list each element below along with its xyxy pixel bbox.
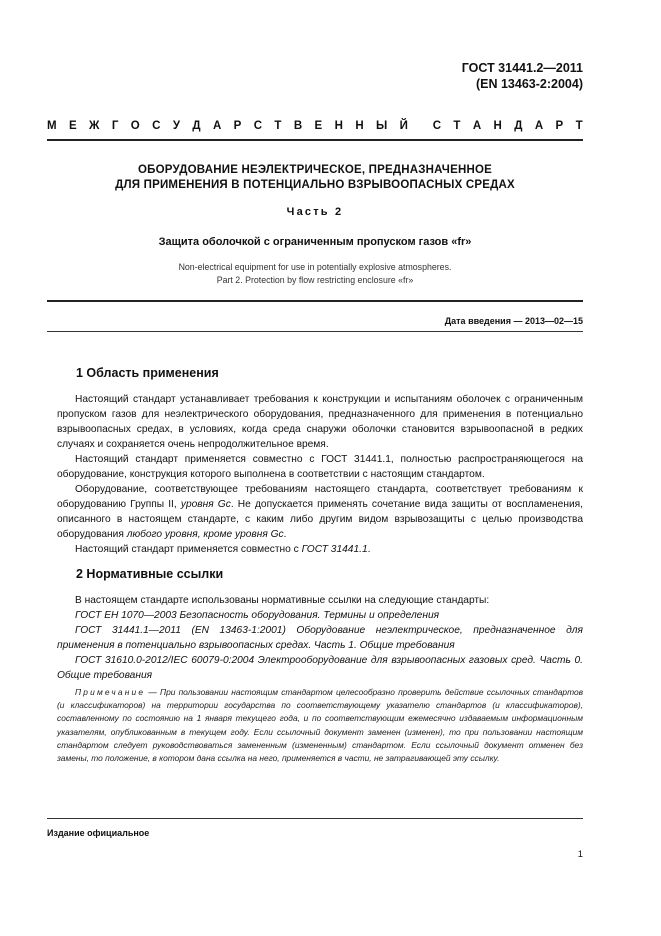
heading-letter: Ы	[376, 120, 388, 132]
english-title-line-2: Part 2. Protection by flow restricting enclosure «fr»	[216, 275, 414, 285]
section-2-body	[57, 593, 583, 683]
heading-letter: А	[534, 120, 544, 132]
gost-number-block	[462, 60, 583, 92]
reference-item: ГОСТ 31610.0-2012/IEC 60079-0:2004 Электрооборудование для взрывоопасных газовых сред. Часть 0. Общие требования	[57, 655, 583, 681]
heading-letter: Г	[111, 120, 119, 132]
section-1-paragraph	[57, 542, 583, 557]
heading-letter: Р	[233, 120, 242, 132]
section-1-paragraph: Настоящий стандарт устанавливает требования к конструкции и испытаниям оболочек с ограниченным пропуском газов для неэлектрического оборудования, предназначенного для применения в потенциально взрывоопасных средах, в условиях, когда среда снаружи оболочки становится взрывоопасной в редких случаях и сохраняется очень непродолжительное время.	[57, 394, 583, 450]
heading-letter: Н	[334, 120, 343, 132]
heading-letter: Т	[274, 120, 282, 132]
heading-letter: Т	[575, 120, 583, 132]
english-title-line-1: Non-electrical equipment for use in potentially explosive atmospheres.	[178, 262, 452, 272]
heading-letter: Т	[453, 120, 461, 132]
reference-item: ГОСТ 31441.1—2011 (EN 13463-1:2001) Оборудование неэлектрическое, предназначенное для применения в потенциально взрывоопасных средах. Часть 1. Общие требования	[57, 625, 583, 651]
heading-letter: Й	[399, 120, 408, 132]
interstate-standard-heading	[47, 120, 583, 132]
note-text: — При пользовании настоящим стандартом целесообразно проверить действие ссылочных стандартов (и классификаторов) на территории государства по соответствующему указателю стандартов (и классификаторов), составленному по состоянию на 1 января текущего года, и по соответствующим ежемесячно издаваемым информационным указателям, опубликованным в текущем году. Если ссылочный документ заменен (изменен), то при пользовании настоящим стандартом следует руководствоваться замененным (измененным) стандартом. Если ссылочный документ отменен без замены, то положение, в котором дана ссылка на него, применяется в части, не затрагивающей эту ссылку.	[57, 687, 583, 764]
text-run: .	[367, 544, 371, 555]
text-run: . Не допускается применять сочетание вида защиты от воспламенения, описанного в настоящем стандарте, с каким либо другим видом взрывозащиты с целью производства оборудования	[57, 499, 584, 540]
heading-letter: С	[253, 120, 263, 132]
references-intro: В настоящем стандарте использованы нормативные ссылки на следующие стандарты:	[75, 595, 490, 606]
section-1-heading: 1 Область применения	[76, 366, 219, 380]
introduction-date: Дата введения — 2013—02—15	[444, 316, 583, 326]
header-divider	[47, 139, 583, 141]
page-number: 1	[577, 849, 583, 860]
heading-letter: А	[472, 120, 482, 132]
heading-letter: Д	[514, 120, 523, 132]
heading-letter: А	[212, 120, 222, 132]
title-line-1: ОБОРУДОВАНИЕ НЕЭЛЕКТРИЧЕСКОЕ, ПРЕДНАЗНАЧЕННОЕ	[138, 164, 492, 176]
gost-number: ГОСТ 31441.2—2011	[461, 61, 583, 75]
heading-letter: О	[130, 120, 140, 132]
note-label: Примечание	[75, 687, 146, 697]
note-block	[57, 686, 583, 765]
text-run-italic: любого уровня, кроме уровня Gc	[126, 529, 284, 540]
text-run: .	[283, 529, 287, 540]
heading-letter: Д	[192, 120, 201, 132]
heading-letter: Р	[555, 120, 564, 132]
section-1-paragraph: Настоящий стандарт применяется совместно с ГОСТ 31441.1, полностью распространяющегося на оборудование, конструкция которого выполнена в соответствии с настоящим стандартом.	[57, 454, 583, 480]
heading-letter: Ж	[89, 120, 100, 132]
heading-letter: Е	[314, 120, 323, 132]
text-run-italic: уровня Gc	[180, 499, 231, 510]
section-1-paragraph	[57, 482, 583, 542]
heading-letter: У	[172, 120, 180, 132]
heading-letter: В	[293, 120, 303, 132]
heading-letter: М	[47, 120, 57, 132]
section-1-body	[57, 392, 583, 557]
text-run: Настоящий стандарт применяется совместно с	[75, 544, 302, 555]
text-run-italic: ГОСТ 31441.1	[301, 544, 368, 555]
document-title	[47, 163, 583, 193]
part-subtitle: Защита оболочкой с ограниченным пропуском газов «fr»	[158, 236, 472, 248]
footer-divider	[47, 818, 583, 819]
edition-label: Издание официальное	[47, 828, 150, 838]
title-divider	[47, 300, 583, 302]
en-number: (EN 13463-2:2004)	[475, 77, 583, 91]
title-line-2: ДЛЯ ПРИМЕНЕНИЯ В ПОТЕНЦИАЛЬНО ВЗРЫВООПАСНЫХ СРЕДАХ	[115, 179, 515, 191]
section-2-heading: 2 Нормативные ссылки	[76, 567, 224, 581]
english-title	[47, 261, 583, 287]
heading-letter: С	[152, 120, 161, 132]
heading-letter: С	[432, 120, 442, 132]
part-label: Часть 2	[286, 206, 344, 218]
heading-letter: Н	[493, 120, 502, 132]
heading-letter: Е	[68, 120, 77, 132]
date-divider	[47, 331, 583, 332]
text-run: Оборудование, соответствующее требованиям настоящего стандарта, соответствует требованиям к оборудованию Группы II,	[57, 484, 583, 510]
heading-letter: Н	[355, 120, 364, 132]
reference-item: ГОСТ ЕН 1070—2003 Безопасность оборудования. Термины и определения	[75, 610, 440, 621]
